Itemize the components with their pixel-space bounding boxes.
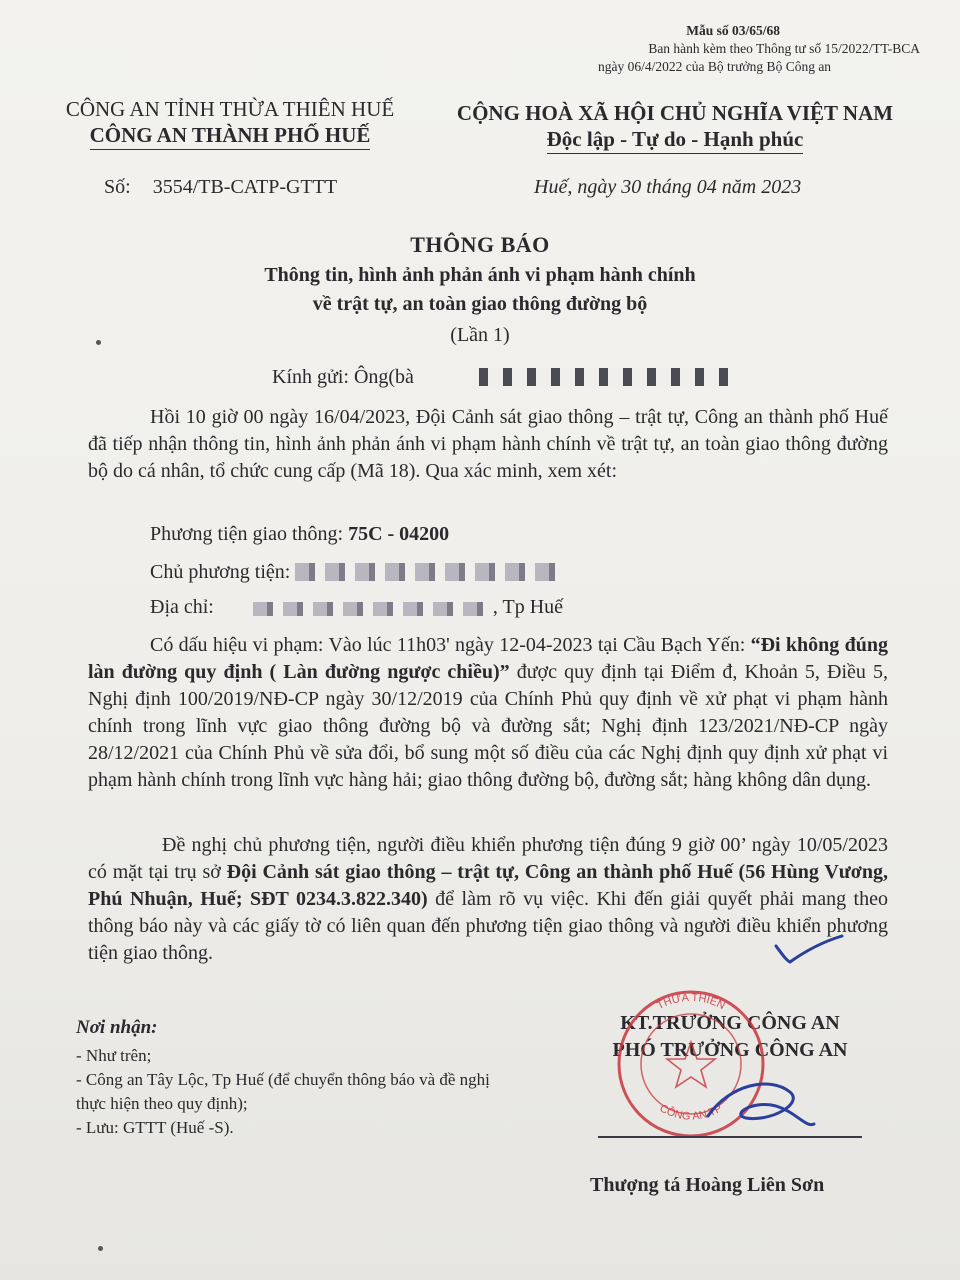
paragraph-request xyxy=(88,832,888,967)
stamp-text-top: THỪA THIÊN xyxy=(655,991,727,1013)
request-rest: để làm rõ vụ việc. Khi đến giải quyết phải mang theo thông báo này và các giấy tờ có liên quan đến phương tiện giao thông và người điều khiển phương tiện giao thông. xyxy=(88,888,888,964)
sign-title-2: PHÓ TRƯỞNG CÔNG AN xyxy=(612,1039,848,1061)
stamp-text-bottom: CÔNG AN TP xyxy=(657,1102,725,1123)
form-code-line-2: ngày 06/4/2022 của Bộ trưởng Bộ Công an xyxy=(598,59,832,74)
redacted-owner xyxy=(295,563,565,581)
issuing-agency xyxy=(40,96,420,150)
owner-line xyxy=(150,561,565,584)
paper-speck xyxy=(96,340,101,345)
agency-name: CÔNG AN THÀNH PHỐ HUẾ xyxy=(90,122,371,150)
vehicle-plate: 75C - 04200 xyxy=(348,523,450,545)
pen-checkmark xyxy=(770,928,850,968)
paragraph-intake: Hồi 10 giờ 00 ngày 16/04/2023, Đội Cảnh sát giao thông – trật tự, Công an thành phố Huế đã tiếp nhận thông tin, hình ảnh phản ánh vi phạm hành chính về trật tự, an toàn giao thông đường bộ do cá nhân, tổ chức cung cấp (Mã 18). Qua xác minh, xem xét: xyxy=(88,406,888,482)
agency-parent: CÔNG AN TỈNH THỪA THIÊN HUẾ xyxy=(65,97,395,121)
office-address: Đội Cảnh sát giao thông – trật tự, Công an thành phố Huế (56 Hùng Vương, Phú Nhuận, Huế; SĐT 0234.3.822.340) xyxy=(88,861,888,910)
signer-name: Thượng tá Hoàng Liên Sơn xyxy=(590,1174,825,1196)
signature-rule xyxy=(598,1136,862,1138)
document-subtitle-2: về trật tự, an toàn giao thông đường bộ xyxy=(312,293,648,315)
distribution-item: - Công an Tây Lộc, Tp Huế (để chuyển thông báo và đề nghị thực hiện theo quy định); xyxy=(76,1070,490,1113)
title-block xyxy=(200,232,760,347)
paper-speck xyxy=(98,1246,103,1251)
sign-title-1: KT.TRƯỞNG CÔNG AN xyxy=(620,1012,840,1034)
violation-legal-basis: được quy định tại Điểm đ, Khoản 5, Điều 5, Nghị định 100/2019/NĐ-CP ngày 30/12/2019 của Chính Phủ quy định về xử phạt vi phạm hành chính trong lĩnh vực giao thông đường bộ và đường sắt; Nghị định 123/2021/NĐ-CP ngày 28/12/2021 của Chính Phủ về sửa đổi, bổ sung một số điều của các Nghị định quy định xử phạt vi phạm hành chính trong lĩnh vực hàng hải; giao thông đường bộ, đường sắt; hàng không dân dụng. xyxy=(88,661,888,791)
vehicle-label: Phương tiện giao thông: xyxy=(150,523,349,545)
violation-description: “Đi không đúng làn đường quy định ( Làn đường ngược chiều)” xyxy=(88,634,888,683)
document-subtitle-1: Thông tin, hình ảnh phản ánh vi phạm hành chính xyxy=(264,264,696,286)
distribution-heading: Nơi nhận: xyxy=(76,1017,158,1038)
request-lead: Đề nghị chủ phương tiện, người điều khiển phương tiện đúng 9 giờ 00’ ngày 10/05/2023 có mặt tại trụ sở xyxy=(88,834,888,883)
recipient-label: Kính gửi: Ông(bà xyxy=(272,366,414,388)
form-code-line-1: Ban hành kèm theo Thông tư số 15/2022/TT-BCA xyxy=(648,41,920,56)
paragraph-violation xyxy=(88,632,888,794)
address-line xyxy=(150,596,563,619)
number-label: Số: xyxy=(104,176,131,198)
distribution-item: - Như trên; xyxy=(76,1046,152,1065)
owner-label: Chủ phương tiện: xyxy=(150,561,291,583)
document-number xyxy=(104,176,337,199)
form-code-block xyxy=(560,22,920,76)
document-title: THÔNG BÁO xyxy=(410,232,550,257)
redacted-name xyxy=(479,368,729,386)
recipient-line xyxy=(272,366,729,389)
handwritten-signature xyxy=(700,1070,820,1140)
redacted-address xyxy=(253,602,493,616)
form-code: Mẫu số 03/65/68 xyxy=(686,23,780,38)
svg-text:THỪA THIÊN xyxy=(655,992,727,1012)
distribution-list xyxy=(76,1016,516,1140)
vehicle-line xyxy=(150,523,449,546)
violation-lead: Có dấu hiệu vi phạm: Vào lúc 11h03' ngày 12-04-2023 tại Cầu Bạch Yến: xyxy=(150,634,751,656)
place-date: Huế, ngày 30 tháng 04 năm 2023 xyxy=(534,176,802,198)
number-value: 3554/TB-CATP-GTTT xyxy=(152,176,338,198)
address-tail: , Tp Huế xyxy=(492,596,564,618)
national-motto: Độc lập - Tự do - Hạnh phúc xyxy=(547,126,804,154)
national-header xyxy=(440,100,910,154)
notice-round: (Lần 1) xyxy=(450,324,510,346)
nation-name: CỘNG HOÀ XÃ HỘI CHỦ NGHĨA VIỆT NAM xyxy=(456,101,894,125)
distribution-item: - Lưu: GTTT (Huế -S). xyxy=(76,1118,234,1137)
address-label: Địa chỉ: xyxy=(150,596,214,618)
